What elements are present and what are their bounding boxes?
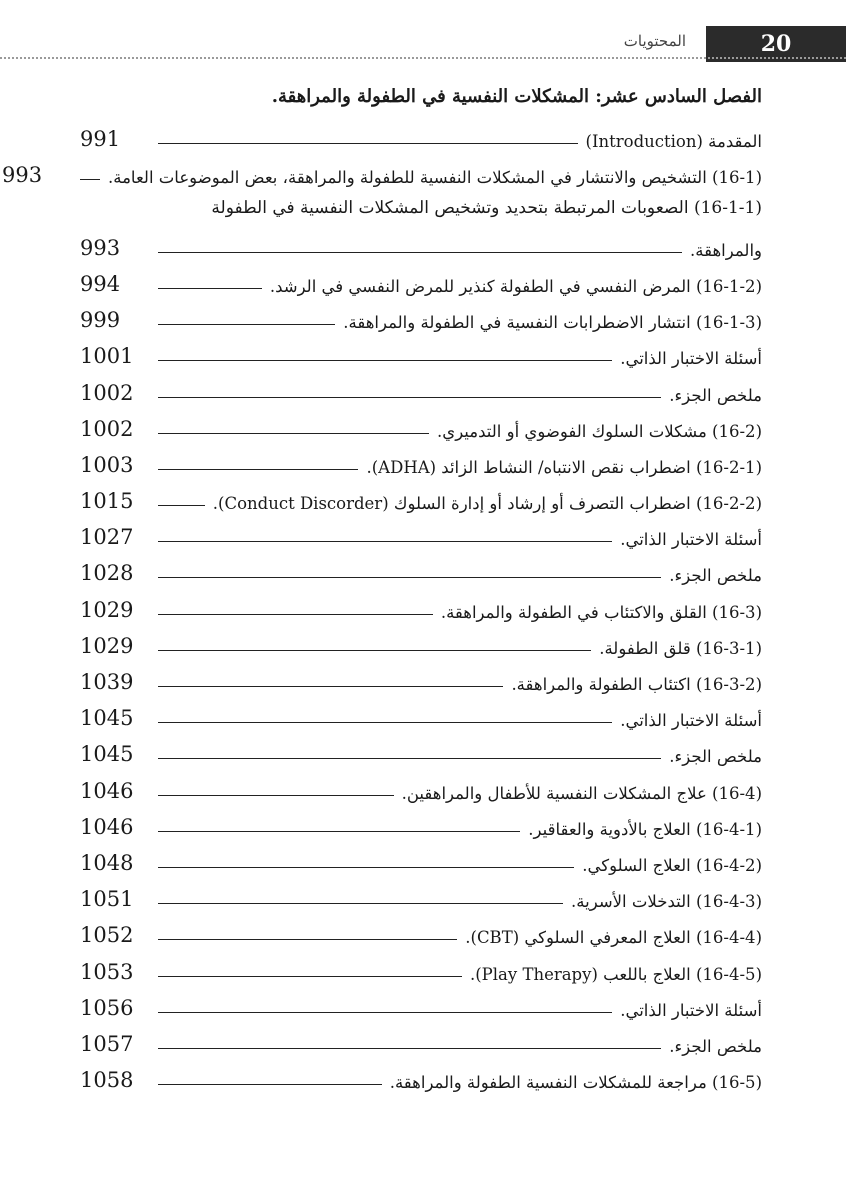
toc-entry-title: (16-4-5) العلاج باللعب (Play Therapy).	[469, 964, 762, 984]
toc-leader-line	[158, 288, 262, 289]
toc-entry-page: 1052	[80, 923, 134, 948]
toc-leader-line	[158, 397, 661, 398]
toc-leader-line	[158, 795, 394, 796]
toc-entry-page: 1029	[80, 597, 134, 622]
toc-entry-title: (16-3) القلق والاكتئاب في الطفولة والمراهقة.	[440, 602, 762, 622]
header-divider	[0, 57, 846, 59]
toc-entry	[80, 625, 762, 661]
toc-entry-title: (16-2-1) اضطراب نقص الانتباه/ النشاط الزائد (ADHA).	[366, 457, 762, 477]
toc-entry-page: 1028	[80, 561, 134, 586]
toc-entry-page: 1002	[80, 380, 134, 405]
toc-entry-page: 1015	[80, 489, 134, 514]
toc-entry-title: أسئلة الاختبار الذاتي.	[620, 530, 762, 550]
toc-entry-title: (16-4-1) العلاج بالأدوية والعقاقير.	[528, 819, 762, 839]
toc-entry-page: 994	[80, 271, 121, 296]
toc-entry	[80, 480, 762, 516]
toc-leader-line	[158, 143, 578, 144]
toc-entry	[80, 987, 762, 1023]
toc-entry	[80, 769, 762, 805]
toc-entry-title: ملخص الجزء.	[669, 385, 762, 405]
toc-entry	[80, 878, 762, 914]
toc-entry-page: 1045	[80, 706, 134, 731]
toc-leader-line	[158, 722, 612, 723]
toc-leader-line	[158, 903, 563, 904]
toc-entry	[80, 588, 762, 624]
toc-leader-line	[158, 577, 661, 578]
toc-entry-page: 1001	[80, 344, 134, 369]
toc-leader-line	[158, 614, 433, 615]
toc-entry-title: (16-4-4) العلاج المعرفي السلوكي (CBT).	[465, 928, 762, 948]
toc-entry-title: المقدمة (Introduction)	[585, 132, 762, 152]
toc-leader-line	[158, 1012, 612, 1013]
toc-entry-title: (16-1) التشخيص والانتشار في المشكلات النفسية للطفولة والمراهقة، بعض الموضوعات العامة.	[108, 168, 762, 188]
toc-entry	[80, 371, 762, 407]
toc-leader-line	[158, 433, 429, 434]
toc-entry-title: أسئلة الاختبار الذاتي.	[620, 1000, 762, 1020]
toc-leader-line	[158, 976, 462, 977]
toc-leader-line	[158, 831, 520, 832]
toc-entry	[80, 733, 762, 769]
toc-entry-title: (16-4-2) العلاج السلوكي.	[582, 855, 762, 875]
toc-entry	[80, 950, 762, 986]
toc-leader-line	[80, 179, 100, 180]
toc-entry-title: (16-2-2) اضطراب التصرف أو إرشاد أو إدارة السلوك (Conduct Discorder).	[212, 494, 762, 514]
toc-leader-line	[158, 541, 612, 542]
toc-entry-page: 1002	[80, 416, 134, 441]
toc-entry-page: 1003	[80, 452, 134, 477]
toc-entry	[80, 408, 762, 444]
toc-entry	[80, 552, 762, 588]
toc-entry	[80, 335, 762, 371]
toc-entry-page: 993	[80, 235, 121, 260]
toc-entry-page: 1056	[80, 995, 134, 1020]
table-of-contents	[2, 76, 762, 1095]
toc-entry	[80, 697, 762, 733]
page-number: 20	[706, 26, 846, 62]
toc-entry-title: أسئلة الاختبار الذاتي.	[620, 349, 762, 369]
toc-leader-line	[158, 324, 335, 325]
toc-entry	[80, 263, 762, 299]
toc-entry-title: (16-5) مراجعة للمشكلات النفسية الطفولة والمراهقة.	[389, 1073, 762, 1093]
toc-entry-page: 1046	[80, 778, 134, 803]
toc-entry-title: ملخص الجزء.	[669, 1036, 762, 1056]
toc-entry	[80, 516, 762, 552]
toc-entry-page: 1029	[80, 633, 134, 658]
toc-entry-page: 1045	[80, 742, 134, 767]
toc-leader-line	[158, 939, 457, 940]
toc-entry-title: (16-3-1) قلق الطفولة.	[599, 638, 762, 658]
toc-entry	[80, 661, 762, 697]
toc-entry-page: 1057	[80, 1031, 134, 1056]
toc-entry-title: (16-4) علاج المشكلات النفسية للأطفال والمراهقين.	[401, 783, 762, 803]
toc-entry	[80, 806, 762, 842]
toc-entry-title: أسئلة الاختبار الذاتي.	[620, 711, 762, 731]
toc-entry-title: (16-1-1) الصعوبات المرتبطة بتحديد وتشخيص المشكلات النفسية في الطفولة	[211, 198, 762, 219]
toc-entry	[80, 227, 762, 263]
toc-entry	[80, 190, 762, 226]
toc-entry	[2, 154, 762, 190]
toc-leader-line	[158, 758, 661, 759]
toc-entry-page: 1058	[80, 1068, 134, 1093]
toc-entry-page: 1053	[80, 959, 134, 984]
toc-entry-title: ملخص الجزء.	[669, 566, 762, 586]
toc-leader-line	[158, 1048, 661, 1049]
toc-entry-page: 1027	[80, 525, 134, 550]
toc-entry	[80, 444, 762, 480]
toc-leader-line	[158, 650, 591, 651]
toc-entry-title: (16-2) مشكلات السلوك الفوضوي أو التدميري.	[437, 421, 762, 441]
toc-leader-line	[158, 252, 682, 253]
toc-entry-title: (16-1-2) المرض النفسي في الطفولة كنذير للمرض النفسي في الرشد.	[269, 276, 762, 296]
toc-entry-page: 993	[2, 163, 43, 188]
toc-leader-line	[158, 360, 612, 361]
toc-entry-page: 1051	[80, 887, 134, 912]
toc-entry-title: ملخص الجزء.	[669, 747, 762, 767]
toc-entry	[80, 914, 762, 950]
toc-entry	[80, 299, 762, 335]
toc-entry-title: (16-1-3) انتشار الاضطرابات النفسية في الطفولة والمراهقة.	[343, 313, 762, 333]
toc-leader-line	[158, 505, 205, 506]
toc-leader-line	[158, 469, 358, 470]
toc-entry	[80, 118, 762, 154]
toc-leader-line	[158, 867, 574, 868]
toc-entry-page: 991	[80, 127, 121, 152]
running-title: المحتويات	[623, 32, 686, 50]
toc-entry	[80, 1059, 762, 1095]
toc-leader-line	[158, 686, 503, 687]
toc-entry	[80, 1023, 762, 1059]
toc-entry-page: 1046	[80, 814, 134, 839]
chapter-title: الفصل السادس عشر: المشكلات النفسية في الطفولة والمراهقة.	[271, 86, 762, 107]
toc-leader-line	[158, 1084, 382, 1085]
toc-entry-title: والمراهقة.	[690, 240, 762, 260]
toc-entry-page: 1039	[80, 670, 134, 694]
toc-entry-title: (16-3-2) اكتئاب الطفولة والمراهقة.	[511, 675, 762, 694]
toc-entry-page: 1048	[80, 850, 134, 875]
toc-entry	[80, 842, 762, 878]
toc-entry-page: 999	[80, 308, 121, 333]
toc-entry-title: (16-4-3) التدخلات الأسرية.	[571, 892, 762, 912]
